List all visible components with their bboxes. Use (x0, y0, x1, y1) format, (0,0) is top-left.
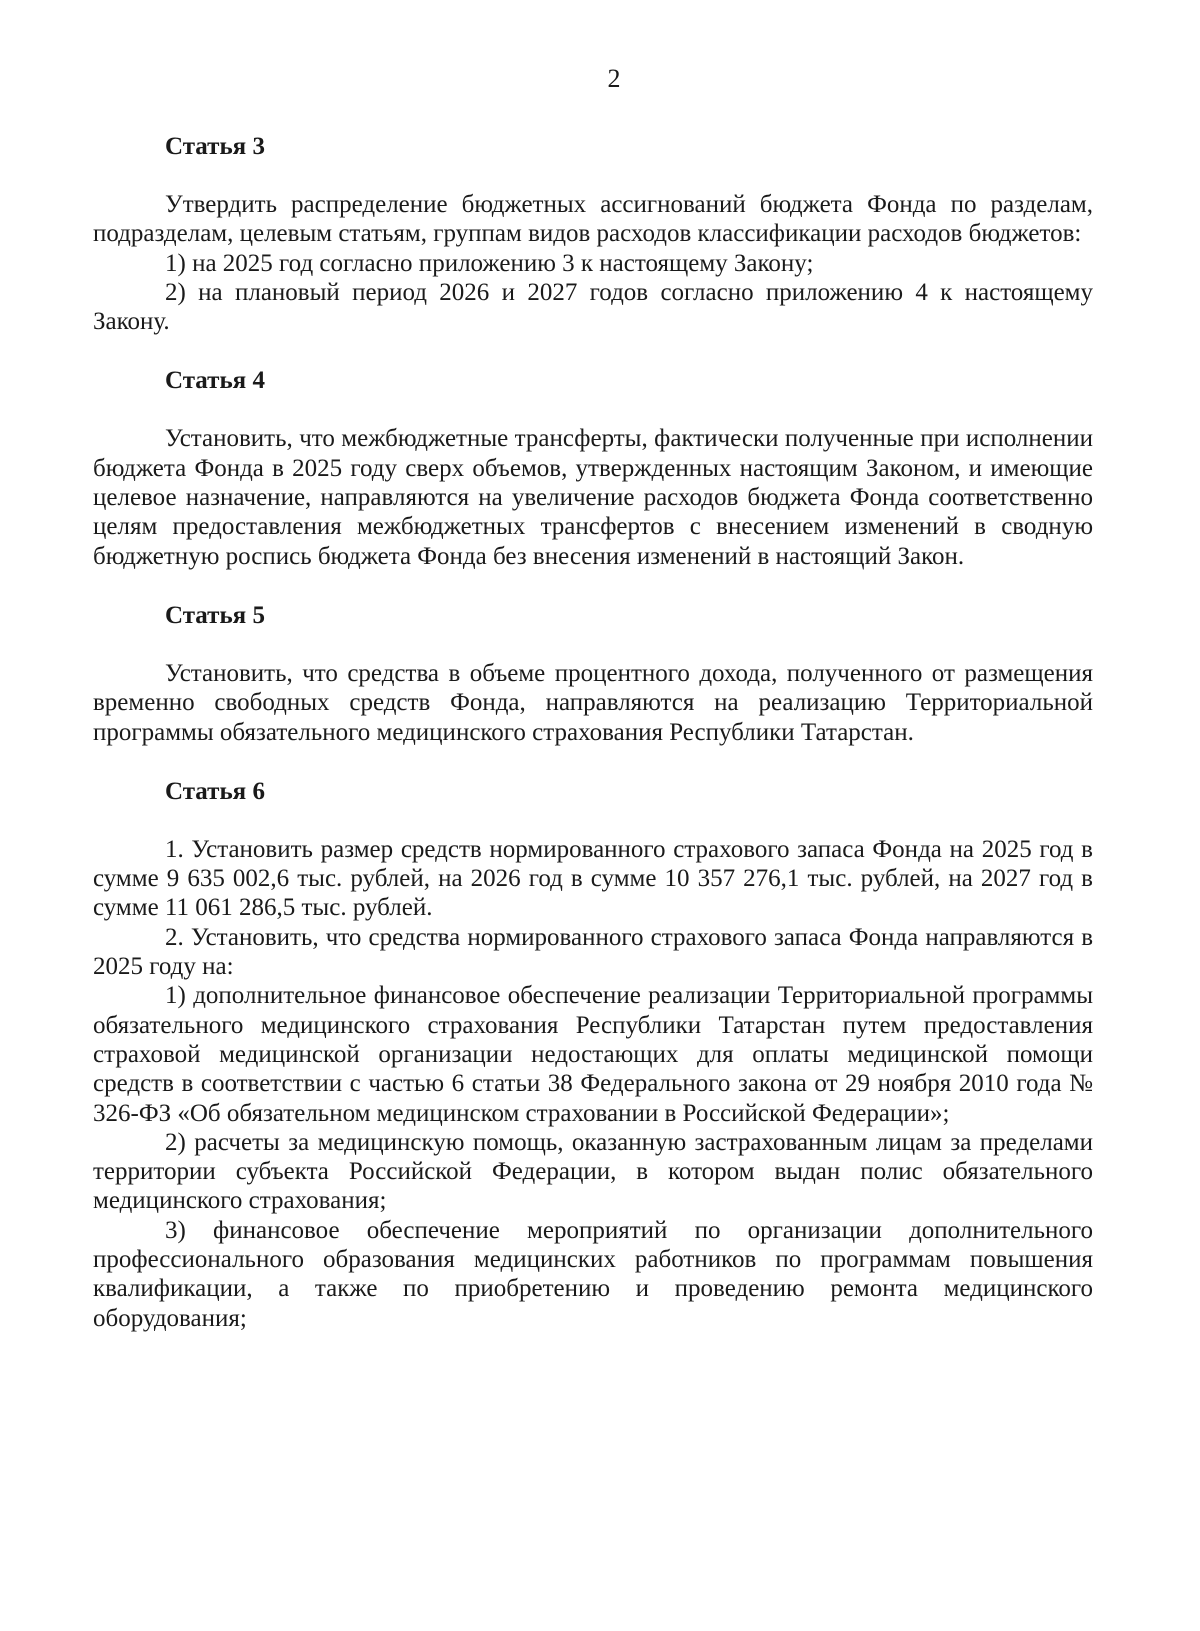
article-5 (93, 601, 1093, 747)
paragraph: 2. Установить, что средства нормированного страхового запаса Фонда направляются в 2025 году на: (93, 923, 1093, 981)
paragraph: 1. Установить размер средств нормированного страхового запаса Фонда на 2025 год в сумме 9 635 002,6 тыс. рублей, на 2026 год в сумме 10 357 276,1 тыс. рублей, на 2027 год в сумме 11 061 286,5 тыс. рублей. (93, 835, 1093, 922)
paragraph: 2) расчеты за медицинскую помощь, оказанную застрахованным лицам за пределами территории субъекта Российской Федерации, в котором выдан полис обязательного медицинского страхования; (93, 1128, 1093, 1215)
paragraph: Утвердить распределение бюджетных ассигнований бюджета Фонда по разделам, подразделам, целевым статьям, группам видов расходов классификации расходов бюджетов: (93, 191, 1093, 248)
article-4 (93, 366, 1093, 570)
article-title: Статья 6 (165, 777, 265, 805)
paragraph: Установить, что межбюджетные трансферты, фактически полученные при исполнении бюджета Фонда в 2025 году сверх объемов, утвержденных настоящим Законом, и имеющие целевое назначение, направляются на увеличение расходов бюджета Фонда соответственно целям предоставления межбюджетных трансфертов с внесением изменений в сводную бюджетную роспись бюджета Фонда без внесения изменений в настоящий Закон. (93, 425, 1093, 570)
article-title: Статья 5 (165, 601, 265, 629)
paragraph: 2) на плановый период 2026 и 2027 годов согласно приложению 4 к настоящему Закону. (93, 278, 1093, 336)
paragraph: 3) финансовое обеспечение мероприятий по организации дополнительного профессионального образования медицинских работников по программам повышения квалификации, а также по приобретению и проведению ремонта медицинского оборудования; (93, 1216, 1093, 1332)
paragraph: 1) на 2025 год согласно приложению 3 к настоящему Закону; (165, 249, 814, 277)
article-6 (93, 777, 1093, 1333)
article-title: Статья 3 (165, 133, 265, 160)
page-number: 2 (607, 64, 621, 93)
document-body (93, 132, 1093, 1333)
paragraph: 1) дополнительное финансовое обеспечение реализации Территориальной программы обязательного медицинского страхования Республики Татарстан путем предоставления страховой медицинской организации недостающих для оплаты медицинской помощи средств в соответствии с частью 6 статьи 38 Федерального закона от 29 ноября 2010 года № 326-ФЗ «Об обязательном медицинском страховании в Российской Федерации»; (93, 982, 1093, 1127)
paragraph: Установить, что средства в объеме процентного дохода, полученного от размещения временно свободных средств Фонда, направляются на реализацию Территориальной программы обязательного медицинского страхования Республики Татарстан. (93, 659, 1093, 746)
article-title: Статья 4 (165, 367, 265, 395)
article-3 (93, 132, 1093, 336)
